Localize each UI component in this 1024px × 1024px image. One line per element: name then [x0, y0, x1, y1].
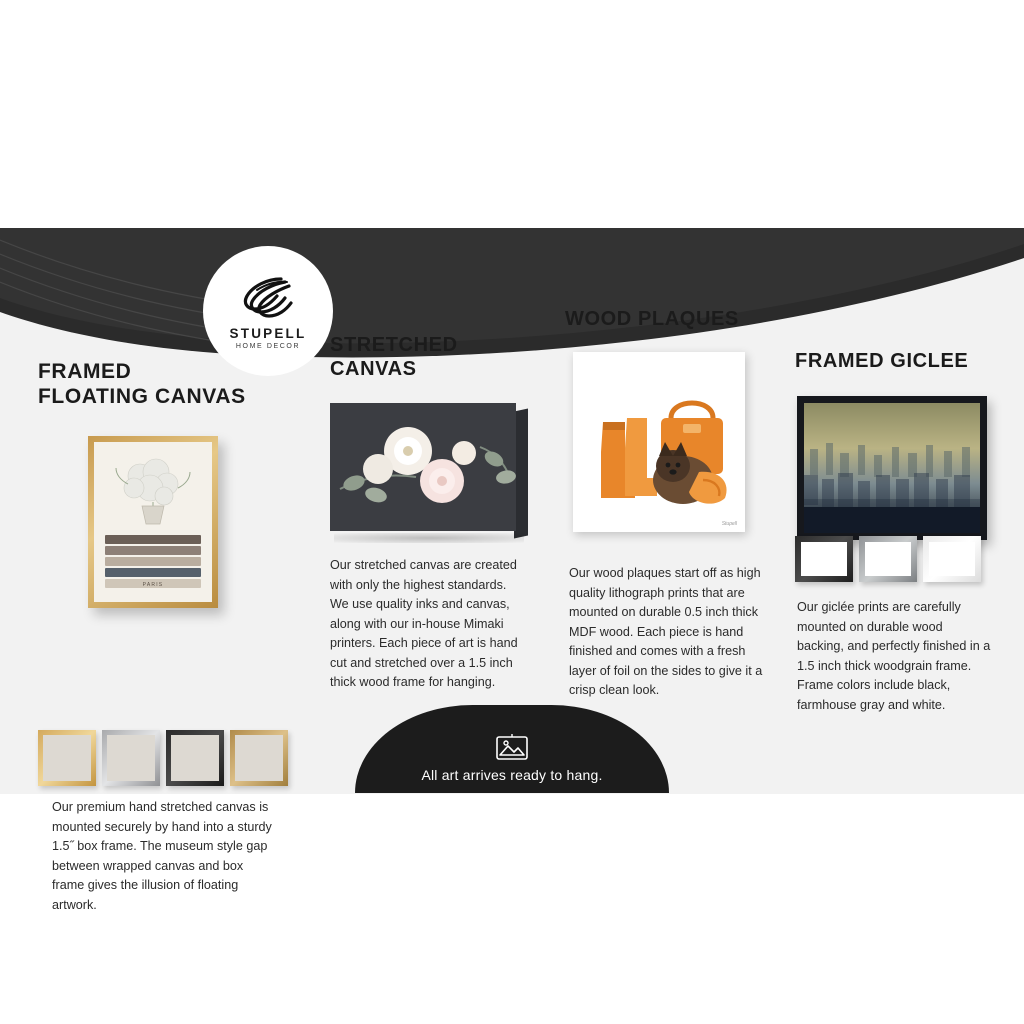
stupell-swan-logo-icon	[237, 276, 299, 322]
framed-floating-canvas-artwork	[88, 436, 218, 608]
swatch-bronze[interactable]	[230, 730, 288, 786]
ready-to-hang-banner	[355, 705, 669, 793]
stretched-canvas-artwork	[330, 403, 528, 537]
artwork-signature: Stupell	[721, 520, 737, 527]
frame-option-black[interactable]	[795, 536, 853, 582]
swatch-gold[interactable]	[38, 730, 96, 786]
artwork-canvas	[94, 442, 212, 602]
frame-option-white[interactable]	[923, 536, 981, 582]
section-title: FRAMED FLOATING CANVAS	[38, 360, 246, 408]
banner-text: All art arrives ready to hang.	[421, 767, 603, 783]
frame-option-farmhouse-gray[interactable]	[859, 536, 917, 582]
frame-color-swatches	[38, 730, 288, 786]
canvas-shadow	[334, 533, 524, 543]
artwork-caption: PARIS	[142, 581, 164, 588]
dog-and-handbag-illustration	[573, 352, 745, 532]
wood-plaque-artwork	[573, 352, 745, 532]
floral-illustration	[330, 403, 516, 531]
giclee-frame-color-options	[795, 536, 981, 582]
picture-frame-icon	[495, 733, 529, 761]
brand-logo	[203, 246, 333, 376]
section-description: Our premium hand stretched canvas is mounted securely by hand into a sturdy 1.5˝ box frame. The museum style gap between wrapped canvas and box frame gives the illusion of floating artwork.	[52, 800, 272, 912]
swatch-silver[interactable]	[102, 730, 160, 786]
giclee-print	[804, 403, 980, 533]
infographic-panel	[0, 228, 1024, 912]
section-wood-plaques	[565, 308, 765, 698]
section-title: WOOD PLAQUES	[565, 308, 739, 330]
section-framed-giclee	[795, 350, 995, 712]
brand-tagline: HOME DECOR	[235, 343, 301, 350]
section-framed-floating-canvas	[38, 360, 298, 912]
section-description: Our stretched canvas are created with only the highest standards. We use quality inks and canvas, along with our in-house Mimaki printers. Each piece of art is hand cut and stretched over a 1.5 inch thick wood frame for hanging.	[330, 558, 518, 690]
framed-giclee-artwork	[797, 396, 987, 540]
abstract-landscape-illustration	[804, 403, 980, 533]
canvas-side-edge	[514, 409, 528, 539]
canvas-face	[330, 403, 516, 531]
section-stretched-canvas	[330, 334, 540, 690]
section-description: Our wood plaques start off as high quality lithograph prints that are mounted on durable 0.5 inch thick MDF wood. Each piece is hand finished and comes with a fresh layer of foil on the sides to give it a crisp clean look.	[569, 566, 763, 698]
swatch-black[interactable]	[166, 730, 224, 786]
section-description: Our giclée prints are carefully mounted on durable wood backing, and perfectly finished in a 1.5 inch thick woodgrain frame. Frame colors include black, farmhouse gray and white.	[797, 600, 991, 712]
section-title: FRAMED GICLEE	[795, 350, 969, 372]
section-title: STRETCHED CANVAS	[330, 334, 458, 380]
hydrangea-bouquet-illustration	[110, 454, 196, 532]
brand-name: STUPELL	[229, 326, 307, 341]
